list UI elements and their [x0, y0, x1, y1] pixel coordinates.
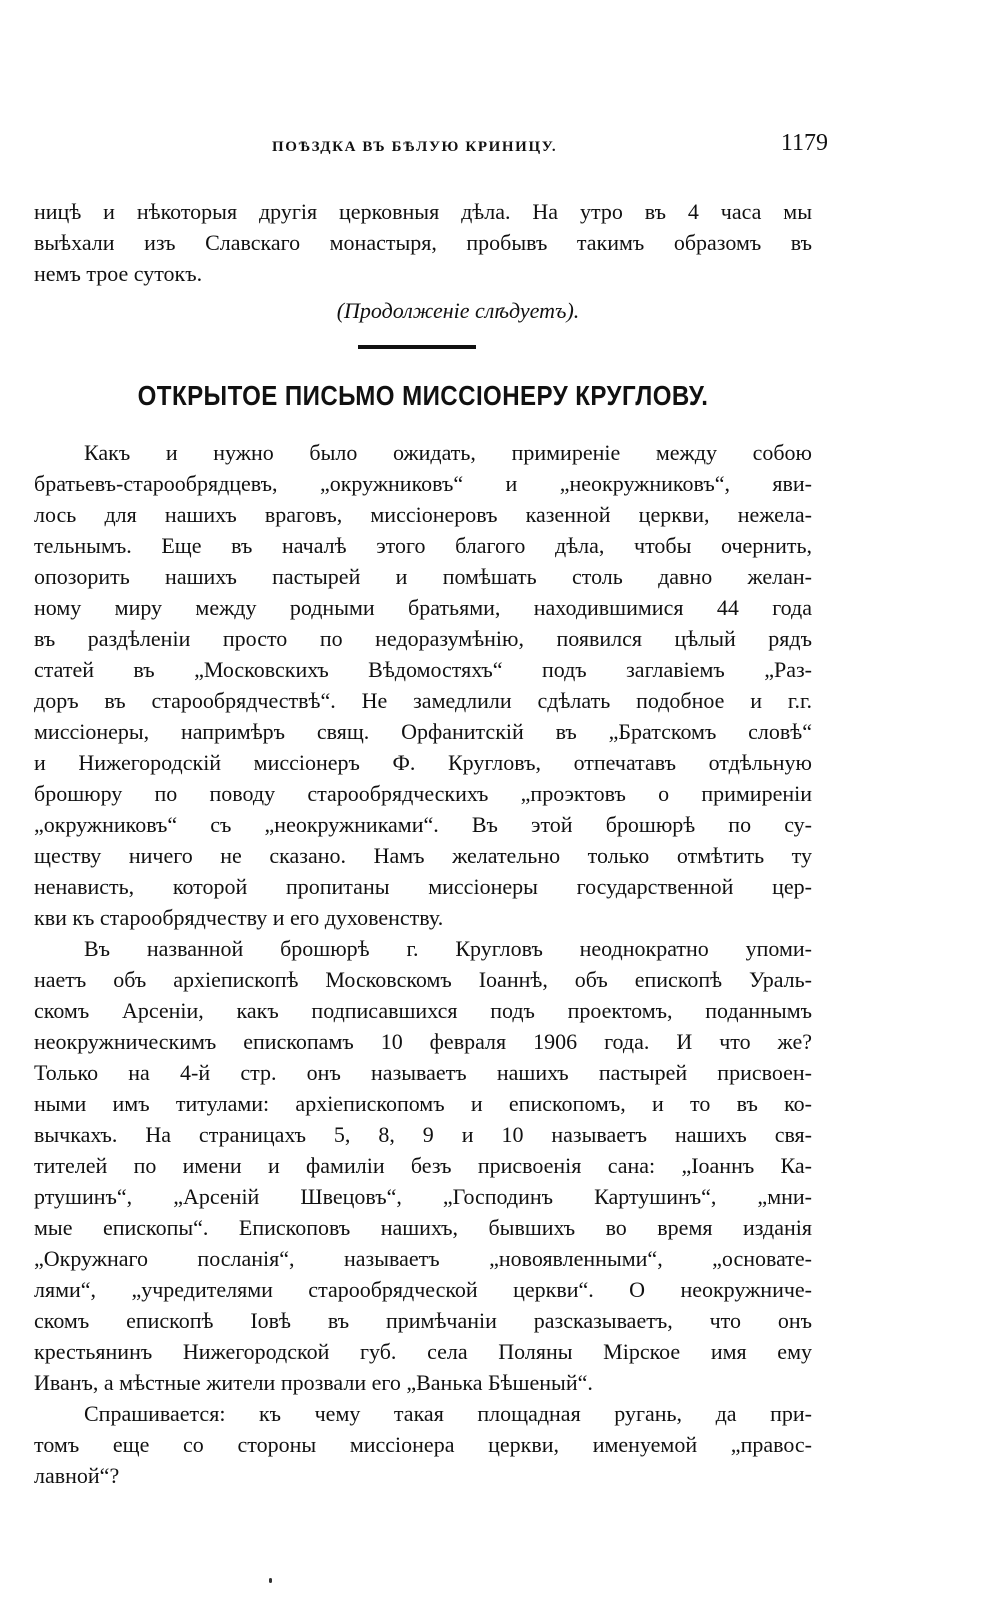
text-line: тельнымъ. Еще въ началѣ этого благого дѣла, чтобы очернить, — [34, 533, 812, 558]
text-line: кви къ старообрядчеству и его духовенству. — [34, 905, 444, 930]
text-line: миссіонеры, напримѣръ свящ. Орфанитскій въ „Братскомъ словѣ“ — [34, 719, 812, 744]
to-be-continued-note: (Продолженіе слѣдуетъ). — [336, 298, 580, 323]
text-line: ртушинъ“, „Арсеній Швецовъ“, „Господинъ Картушинъ“, „мни- — [34, 1184, 812, 1209]
text-line: немъ трое сутокъ. — [34, 261, 203, 286]
text-line: ненависть, которой пропитаны миссіонеры государственной цер- — [34, 874, 812, 899]
text-line: „Окружнаго посланія“, называетъ „новоявленными“, „основате- — [34, 1246, 812, 1271]
text-line: выѣхали изъ Славскаго монастыря, пробывъ такимъ образомъ въ — [34, 230, 812, 255]
text-line: скомъ Арсеніи, какъ подписавшихся подъ проектомъ, поданнымъ — [34, 998, 812, 1023]
text-line: лось для нашихъ враговъ, миссіонеровъ казенной церкви, нежела- — [34, 502, 812, 527]
running-head: ПОѢЗДКА ВЪ БѢЛУЮ КРИНИЦУ. — [272, 139, 558, 155]
text-line: братьевъ-старообрядцевъ, „окружниковъ“ и „неокружниковъ“, яви- — [34, 471, 812, 496]
text-line: неокружническимъ епископамъ 10 февраля 1906 года. И что же? — [34, 1029, 812, 1054]
text-line: лавной“? — [34, 1463, 120, 1488]
text-line: брошюру по поводу старообрядческихъ „проэктовъ о примиреніи — [34, 781, 812, 806]
previous-article-text — [34, 196, 812, 289]
text-line: Какъ и нужно было ожидать, примиреніе между собою — [84, 440, 812, 465]
text-line: въ раздѣленіи просто по недоразумѣнію, появился цѣлый рядъ — [34, 626, 812, 651]
text-line: Въ названной брошюрѣ г. Кругловъ неоднократно упоми- — [84, 936, 812, 961]
page-number: 1179 — [780, 130, 828, 156]
text-line: ными имъ титулами: архіепископомъ и епископомъ, и то въ ко- — [34, 1091, 812, 1116]
print-speck — [269, 1578, 272, 1583]
text-line: наетъ объ архіепископѣ Московскомъ Іоаннѣ, объ епископѣ Ураль- — [34, 967, 812, 992]
text-line: вычкахъ. На страницахъ 5, 8, 9 и 10 называетъ нашихъ свя- — [34, 1122, 812, 1147]
text-line: лями“, „учредителями старообрядческой церкви“. О неокружниче- — [34, 1277, 812, 1302]
text-line: скомъ епископѣ Іовѣ въ примѣчаніи разсказываетъ, что онъ — [34, 1308, 812, 1333]
text-line: мые епископы“. Епископовъ нашихъ, бывшихъ во время изданія — [34, 1215, 812, 1240]
text-line: доръ въ старообрядчествѣ“. Не замедлили сдѣлать подобное и г.г. — [34, 688, 812, 713]
text-line: Только на 4-й стр. онъ называетъ нашихъ пастырей присвоен- — [34, 1060, 812, 1085]
text-line: опозорить нашихъ пастырей и помѣшать столь давно желан- — [34, 564, 812, 589]
text-line: Спрашивается: къ чему такая площадная ругань, да при- — [84, 1401, 812, 1426]
text-line: крестьянинъ Нижегородской губ. села Поляны Мірское имя ему — [34, 1339, 812, 1364]
article-paragraph-3 — [34, 1398, 812, 1491]
text-line: тителей по имени и фамиліи безъ присвоенія сана: „Іоаннъ Ка- — [34, 1153, 812, 1178]
text-line: томъ еще со стороны миссіонера церкви, именуемой „правос- — [34, 1432, 812, 1457]
text-line: ницѣ и нѣкоторыя другія церковныя дѣла. На утро въ 4 часа мы — [34, 199, 812, 224]
article-title: ОТКРЫТОЕ ПИСЬМО МИССІОНЕРУ КРУГЛОВУ. — [137, 380, 709, 411]
text-line: „окружниковъ“ съ „неокружниками“. Въ этой брошюрѣ по су- — [34, 812, 812, 837]
article-paragraph-1 — [34, 437, 812, 933]
text-line: и Нижегородскій миссіонеръ Ф. Кругловъ, отпечатавъ отдѣльную — [34, 750, 812, 775]
article-paragraph-2 — [34, 933, 812, 1398]
text-line: ществу ничего не сказано. Намъ желательно только отмѣтить ту — [34, 843, 812, 868]
text-line: статей въ „Московскихъ Вѣдомостяхъ“ подъ заглавіемъ „Раз- — [34, 657, 812, 682]
section-divider-rule — [358, 345, 476, 349]
text-line: Иванъ, а мѣстные жители прозвали его „Ванька Бѣшеный“. — [34, 1370, 593, 1395]
text-line: ному миру между родными братьями, находившимися 44 года — [34, 595, 812, 620]
